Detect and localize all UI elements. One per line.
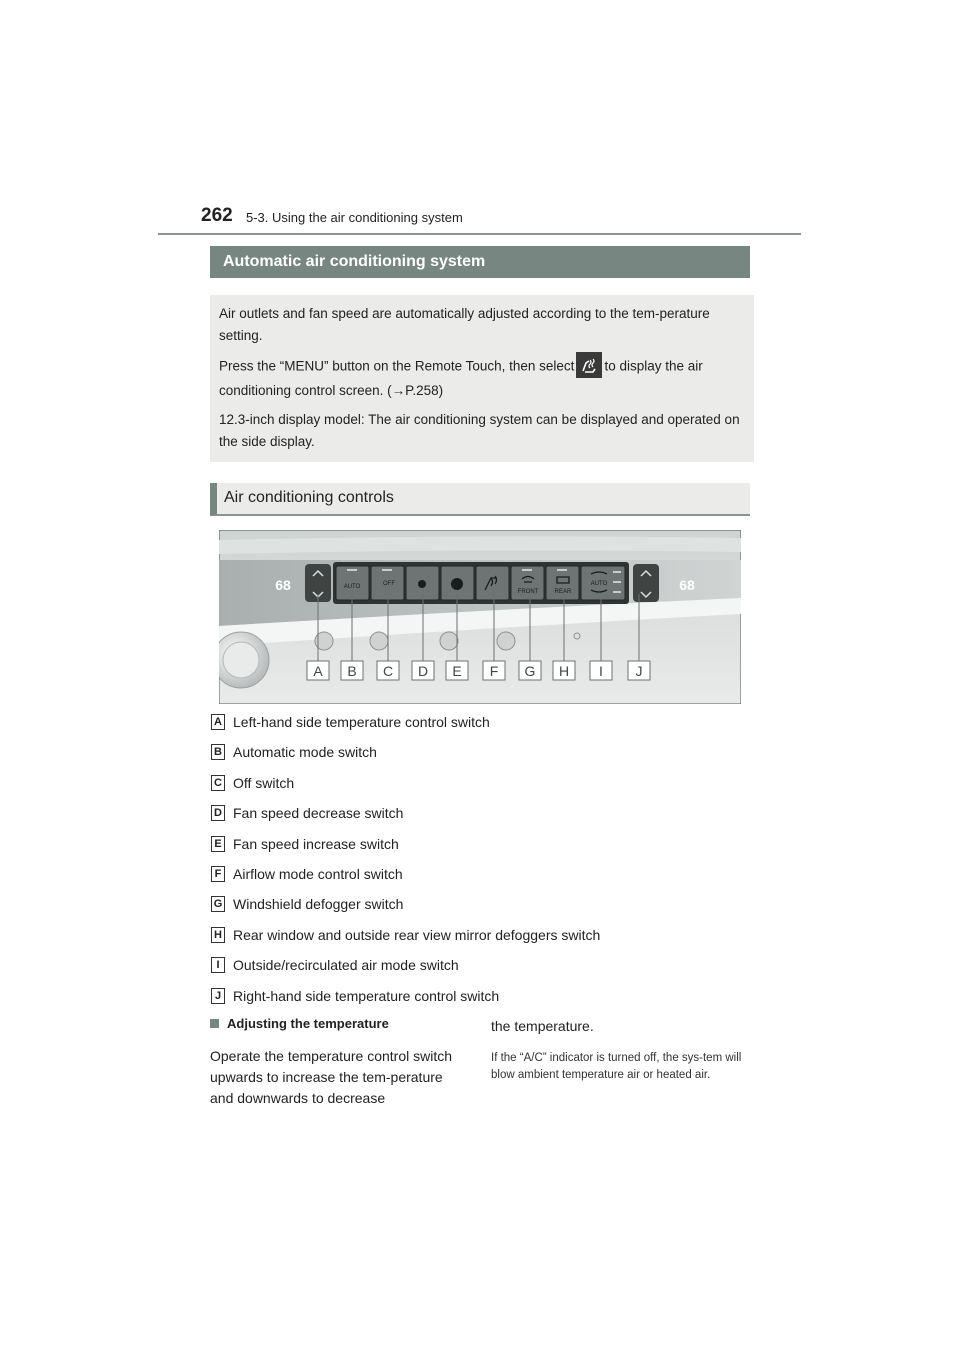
callout-label-i: I: [599, 663, 603, 679]
panel-button-label: REAR: [554, 589, 572, 595]
adjust-temperature-heading: [210, 1016, 460, 1031]
adjust-heading-text: Adjusting the temperature: [227, 1016, 389, 1031]
panel-button-label: AUTO: [590, 581, 608, 587]
panel-button-label: FRONT: [517, 589, 539, 595]
legend-item-c: [211, 775, 771, 795]
legend-letter-box: B: [211, 744, 225, 760]
callout-label-g: G: [524, 663, 536, 679]
page-number: 262: [201, 205, 233, 226]
right-temp-readout: 68: [679, 577, 695, 593]
legend-item-text: Windshield defogger switch: [233, 896, 404, 913]
ac-control-panel-figure: [219, 530, 741, 704]
callout-label-e: E: [452, 663, 462, 679]
legend-letter-box: J: [211, 988, 225, 1004]
legend-item-text: Right-hand side temperature control switch: [233, 987, 500, 1004]
legend-item-f: [211, 866, 771, 886]
legend-item-text: Outside/recirculated air mode switch: [233, 957, 459, 974]
legend-item-e: [211, 836, 771, 856]
adjust-temperature-continuation: the temperature.: [491, 1018, 594, 1034]
info-para-2-start: Press the “MENU” button on the Remote Touch, then select: [219, 358, 575, 374]
info-para-2-end: to display the air conditioning control screen. (→P.258): [219, 358, 703, 398]
info-para-2: [219, 354, 746, 402]
legend-item-b: [211, 744, 771, 764]
legend-letter-box: E: [211, 836, 225, 852]
info-para-3: 12.3-inch display model: The air conditioning system can be displayed and operated on the side display.: [219, 412, 740, 449]
callout-label-h: H: [558, 663, 570, 679]
ac-indicator-note: If the “A/C” indicator is turned off, the sys-tem will blow ambient temperature air or heated air.: [491, 1052, 742, 1081]
bullet-square-icon: [210, 1019, 219, 1028]
callout-label-d: D: [417, 663, 429, 679]
legend-item-h: [211, 927, 771, 947]
legend-item-text: Rear window and outside rear view mirror defoggers switch: [233, 926, 601, 943]
legend-item-a: [211, 714, 771, 734]
legend-item-i: [211, 957, 771, 977]
callout-label-c: C: [382, 663, 394, 679]
callout-label-f: F: [489, 663, 499, 679]
legend-letter-box: G: [211, 896, 225, 912]
info-box: [210, 295, 754, 462]
adjust-temperature-column-2: [491, 1016, 753, 1084]
legend-item-text: Fan speed decrease switch: [233, 805, 404, 822]
header-divider: [158, 233, 801, 235]
section-title-ac-controls: Air conditioning controls: [210, 483, 750, 516]
panel-button-label: AUTO: [343, 584, 361, 590]
legend-item-text: Off switch: [233, 774, 295, 791]
section-header: 5-3. Using the air conditioning system: [246, 210, 463, 225]
legend-item-text: Left-hand side temperature control switch: [233, 714, 490, 730]
legend-letter-box: I: [211, 957, 225, 973]
left-temp-readout: 68: [275, 577, 291, 593]
adjust-temperature-body: Operate the temperature control switch upwards to increase the tem-perature and downwards to decrease: [210, 1048, 453, 1106]
legend-item-g: [211, 896, 771, 916]
legend-item-text: Fan speed increase switch: [233, 835, 399, 852]
legend-letter-box: H: [211, 927, 225, 943]
legend-letter-box: F: [211, 866, 225, 882]
callout-label-b: B: [347, 663, 357, 679]
info-para-1: Air outlets and fan speed are automatically adjusted according to the tem-perature setting.: [219, 306, 710, 343]
legend-item-text: Automatic mode switch: [233, 744, 377, 761]
adjust-temperature-column: [210, 1016, 460, 1109]
legend-item-d: [211, 805, 771, 825]
legend-letter-box: C: [211, 775, 225, 791]
legend-item-text: Airflow mode control switch: [233, 866, 403, 882]
legend-letter-box: A: [211, 714, 225, 730]
climate-seat-icon: [576, 352, 602, 378]
legend-letter-box: D: [211, 805, 225, 821]
panel-button-label: OFF: [383, 581, 395, 587]
callout-label-j: J: [635, 663, 643, 679]
section-title-automatic-ac: Automatic air conditioning system: [210, 246, 750, 278]
callout-label-a: A: [313, 663, 323, 679]
legend-item-j: [211, 988, 771, 1008]
